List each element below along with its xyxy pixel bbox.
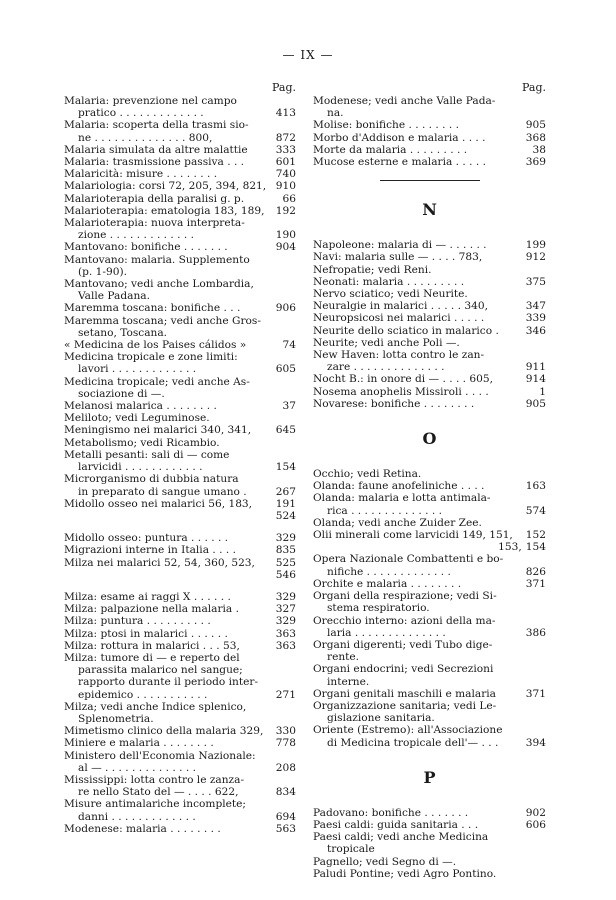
entry-page-number: 394 <box>525 736 546 749</box>
index-entry <box>64 713 296 725</box>
entry-page-number: 902 <box>525 806 546 819</box>
index-entry <box>64 569 296 581</box>
entry-page-number: 645 <box>275 424 296 437</box>
entry-text: Mississippi: lotta contro le zanza- <box>64 773 245 786</box>
entry-page-number: 192 <box>275 204 296 217</box>
entry-text: Malaria: trasmissione passiva . . . <box>64 156 245 169</box>
entry-page-number: 371 <box>525 577 546 590</box>
index-entry <box>313 724 546 736</box>
index-entry <box>313 712 546 724</box>
entry-text: Mantovano: malaria. Supplemento <box>64 253 250 266</box>
entry-text: al — . . . . . . . . . . . . . . <box>78 761 196 774</box>
entry-text: Miniere e malaria . . . . . . . . <box>64 737 214 750</box>
entry-text: (p. 1-90). <box>78 265 127 278</box>
index-entry <box>313 349 546 361</box>
index-entry <box>313 688 546 700</box>
index-entry <box>313 541 546 553</box>
index-entry <box>64 278 296 290</box>
entry-text: Orecchio interno: azioni della ma- <box>313 614 496 627</box>
entry-text: laria . . . . . . . . . . . . . . <box>327 626 446 639</box>
index-entry <box>64 532 296 544</box>
entry-text: Olanda: faune anofeliniche . . . . <box>313 480 485 493</box>
entry-text: Molise: bonifiche . . . . . . . . <box>313 119 459 132</box>
entry-page-number: 912 <box>525 251 546 264</box>
entry-text: Opera Nazionale Combattenti e bo- <box>313 553 504 566</box>
index-entry <box>64 95 296 107</box>
entry-page-number: 330 <box>275 725 296 738</box>
index-entry <box>313 529 546 541</box>
entry-text: Pagnello; vedi Segno di —. <box>313 855 457 868</box>
entry-text: Organizzazione sanitaria; vedi Le- <box>313 699 497 712</box>
entry-text: interne. <box>327 675 370 688</box>
entry-page-number: 778 <box>275 737 296 750</box>
entry-text: Navi: malaria sulle — . . . . 783, <box>313 251 483 264</box>
entry-text: Melanosi malarica . . . . . . . . <box>64 400 217 413</box>
entry-page-number: 371 <box>525 687 546 700</box>
entry-page-number: 911 <box>525 361 546 374</box>
index-entry <box>64 544 296 556</box>
entry-text: Malaria: prevenzione nel campo <box>64 95 237 107</box>
index-entry <box>64 302 296 314</box>
entry-page-number: 154 <box>275 461 296 474</box>
entry-text: Medicina tropicale; vedi anche As- <box>64 375 250 388</box>
index-entry <box>64 510 296 522</box>
index-entry <box>64 144 296 156</box>
entry-text: pratico . . . . . . . . . . . . . <box>78 107 204 120</box>
index-entry <box>64 132 296 144</box>
entry-text: Neuralgie in malarici . . . . . 340, <box>313 300 488 313</box>
entry-page-number: 413 <box>275 107 296 120</box>
entry-text: Milza: ptosi in malarici . . . . . . <box>64 627 228 640</box>
index-entry <box>313 651 546 663</box>
index-entry <box>64 473 296 485</box>
entry-text: Olanda; vedi anche Zuider Zee. <box>313 516 482 529</box>
index-entry <box>64 737 296 749</box>
index-entry <box>313 144 546 156</box>
entry-page-number: 369 <box>525 156 546 169</box>
entry-page-number: 368 <box>525 131 546 144</box>
entry-text: Neuropsicosi nei malarici . . . . . <box>313 312 485 325</box>
entry-text: Morte da malaria . . . . . . . . . <box>313 143 468 156</box>
entry-text: Oriente (Estremo): all'Associazione <box>313 724 503 737</box>
index-entry <box>64 591 296 603</box>
entry-text: parassita malarico nel sangue; <box>78 664 243 677</box>
entry-page-number: 524 <box>275 509 296 522</box>
entry-page-number: 66 <box>282 192 296 205</box>
entry-text: Milza nei malarici 52, 54, 360, 523, <box>64 556 255 569</box>
index-entry <box>64 676 296 688</box>
entry-text: epidemico . . . . . . . . . . . <box>78 688 208 701</box>
index-entry <box>313 819 546 831</box>
entry-text: Metalli pesanti: sali di — come <box>64 448 230 461</box>
index-entry <box>313 737 546 749</box>
entry-text: Orchite e malaria . . . . . . . . <box>313 577 462 590</box>
entry-text: Neurite dello sciatico in malarico . <box>313 324 499 337</box>
index-entry <box>64 193 296 205</box>
index-entry <box>64 603 296 615</box>
index-entry <box>313 276 546 288</box>
entry-text: Malaria simulata da altre malattie <box>64 143 248 156</box>
entry-list <box>313 95 546 168</box>
entry-page-number: 605 <box>275 363 296 376</box>
index-entry <box>64 498 296 510</box>
section-letter-o: O <box>422 429 437 449</box>
index-entry <box>313 553 546 565</box>
entry-page-number: 154 <box>525 541 546 554</box>
entry-page-number: 363 <box>275 627 296 640</box>
entry-text: Nefropatie; vedi Reni. <box>313 263 432 276</box>
index-entry <box>64 254 296 266</box>
entry-page-number: 906 <box>275 302 296 315</box>
index-entry <box>64 424 296 436</box>
entry-text: na. <box>327 107 344 120</box>
entry-text: Padovano: bonifiche . . . . . . . <box>313 806 469 819</box>
section-letter-n: N <box>422 200 437 220</box>
entry-text: gislazione sanitaria. <box>327 712 435 725</box>
entry-text: Microrganismo di dubbia natura <box>64 473 239 486</box>
entry-page-number: 346 <box>525 324 546 337</box>
entry-page-number: 834 <box>275 786 296 799</box>
index-entry <box>64 107 296 119</box>
entry-text: rica . . . . . . . . . . . . . . <box>327 504 442 517</box>
entry-text: Nocht B.: in onore di — . . . . 605, <box>313 373 494 386</box>
entry-page-number: 199 <box>525 239 546 252</box>
entry-text: stema respiratorio. <box>327 602 430 615</box>
entry-text: Valle Padana. <box>78 290 150 303</box>
entry-text: Milza: palpazione nella malaria . <box>64 603 239 616</box>
entry-text: Midollo osseo nei malarici 56, 183, <box>64 497 253 510</box>
index-entry <box>313 807 546 819</box>
entry-text: 153, <box>498 541 522 554</box>
index-entry <box>64 180 296 192</box>
index-entry <box>64 461 296 473</box>
entry-text: Modenese; vedi anche Valle Pada- <box>313 95 496 107</box>
index-entry <box>64 750 296 762</box>
index-entry <box>313 264 546 276</box>
entry-text: in preparato di sangue umano . <box>78 485 247 498</box>
index-entry <box>64 400 296 412</box>
entry-text: Morbo d'Addison e malaria . . . . <box>313 131 486 144</box>
entry-text: di Medicina tropicale dell'— . . . <box>327 736 499 749</box>
index-entry <box>313 239 546 251</box>
entry-text: Migrazioni interne in Italia . . . . <box>64 544 236 557</box>
entry-text: re nello Stato del — . . . . 622, <box>78 786 239 799</box>
index-entry <box>313 639 546 651</box>
pag-header: Pag. <box>521 81 546 94</box>
entry-page-number: 835 <box>275 544 296 557</box>
index-entry <box>64 241 296 253</box>
entry-text: Nervo sciatico; vedi Neurite. <box>313 288 468 301</box>
index-entry <box>313 119 546 131</box>
entry-page-number: 914 <box>525 373 546 386</box>
entry-page-number: 208 <box>275 761 296 774</box>
entry-text: Malarioterapia: ematologia 183, 189, <box>64 204 265 217</box>
entry-text: Modenese: malaria . . . . . . . . <box>64 822 221 835</box>
entry-text: « Medicina de los Paises cálidos » <box>64 339 247 352</box>
entry-text: tropicale <box>327 843 375 856</box>
entry-page-number: 74 <box>282 339 296 352</box>
entry-text: Malaricità: misure . . . . . . . . <box>64 168 218 181</box>
index-entry <box>64 376 296 388</box>
entry-list <box>313 807 546 880</box>
index-entry <box>313 480 546 492</box>
index-entry <box>64 449 296 461</box>
index-entry <box>64 363 296 375</box>
index-entry <box>64 628 296 640</box>
entry-page-number: 329 <box>275 590 296 603</box>
entry-text: Medicina tropicale e zone limiti: <box>64 351 238 364</box>
entry-page-number: 740 <box>275 168 296 181</box>
entry-page-number: 546 <box>275 568 296 581</box>
entry-page-number: 339 <box>525 312 546 325</box>
entry-text: Organi della respirazione; vedi Si- <box>313 590 497 603</box>
index-entry <box>313 373 546 385</box>
entry-text: nifiche . . . . . . . . . . . . . <box>327 565 451 578</box>
entry-text: Olii minerali come larvicidi 149, 151, <box>313 529 513 542</box>
entry-page-number: 905 <box>525 119 546 132</box>
entry-text: Midollo osseo: puntura . . . . . . <box>64 532 229 545</box>
index-entry <box>313 676 546 688</box>
index-entry <box>64 229 296 241</box>
index-entry <box>64 701 296 713</box>
index-entry <box>313 325 546 337</box>
entry-text: danni . . . . . . . . . . . . . <box>78 810 196 823</box>
entry-text: Novarese: bonifiche . . . . . . . . <box>313 397 475 410</box>
index-entry <box>64 339 296 351</box>
entry-text: Meliloto; vedi Leguminose. <box>64 412 210 425</box>
index-entry <box>64 725 296 737</box>
index-entry <box>313 517 546 529</box>
entry-text: setano, Toscana. <box>78 326 168 339</box>
entry-page-number: 574 <box>525 504 546 517</box>
pag-header: Pag. <box>271 81 296 94</box>
entry-page-number: 375 <box>525 275 546 288</box>
entry-text: Malarioterapia: nuova interpreta- <box>64 217 245 230</box>
index-entry <box>64 119 296 131</box>
index-entry <box>64 327 296 339</box>
entry-page-number: 327 <box>275 603 296 616</box>
entry-page-number: 37 <box>282 400 296 413</box>
entry-text: Paludi Pontine; vedi Agro Pontino. <box>313 867 497 880</box>
entry-text: ne . . . . . . . . . . . . . . 800, <box>78 131 213 144</box>
entry-text: Ministero dell'Economia Nazionale: <box>64 749 256 762</box>
index-entry <box>313 156 546 168</box>
entry-page-number: 694 <box>275 810 296 823</box>
entry-text: Milza; vedi anche Indice splenico, <box>64 700 247 713</box>
index-entry <box>313 312 546 324</box>
page-number: — IX — <box>282 48 334 62</box>
index-entry <box>313 566 546 578</box>
entry-page-number: 329 <box>275 615 296 628</box>
entry-page-number: 606 <box>525 818 546 831</box>
index-entry <box>313 95 546 107</box>
index-entry <box>313 398 546 410</box>
entry-page-number: 563 <box>275 822 296 835</box>
index-entry <box>64 412 296 424</box>
index-entry <box>64 388 296 400</box>
entry-text: Mantovano; vedi anche Lombardia, <box>64 278 254 291</box>
entry-text: New Haven: lotta contro le zan- <box>313 349 485 362</box>
entry-page-number: 152 <box>525 529 546 542</box>
index-entry <box>64 823 296 835</box>
entry-text: Neurite; vedi anche Poli —. <box>313 336 460 349</box>
index-entry <box>64 266 296 278</box>
entry-text: Occhio; vedi Retina. <box>313 468 422 481</box>
entry-text: Napoleone: malaria di — . . . . . . <box>313 239 487 252</box>
index-entry <box>64 640 296 652</box>
entry-page-number: 267 <box>275 485 296 498</box>
entry-page-number: 271 <box>275 688 296 701</box>
index-entry <box>313 856 546 868</box>
index-entry <box>64 762 296 774</box>
entry-page-number: 38 <box>532 143 546 156</box>
entry-text: Milza: esame ai raggi X . . . . . . <box>64 590 231 603</box>
index-entry <box>313 468 546 480</box>
index-entry <box>64 486 296 498</box>
entry-text: Mimetismo clinico della malaria 329, <box>64 725 264 738</box>
index-entry <box>64 437 296 449</box>
index-entry <box>313 868 546 880</box>
entry-page-number: 333 <box>275 143 296 156</box>
section-divider <box>380 180 480 181</box>
index-entry <box>313 627 546 639</box>
entry-text: Nosema anophelis Missiroli . . . . <box>313 385 489 398</box>
index-entry <box>313 386 546 398</box>
index-entry <box>313 663 546 675</box>
index-entry <box>64 168 296 180</box>
index-column-right <box>313 80 546 880</box>
index-entry <box>313 590 546 602</box>
entry-text: Milza: tumore di — e reperto del <box>64 651 240 664</box>
index-entry <box>64 798 296 810</box>
entry-page-number: 163 <box>525 480 546 493</box>
entry-page-number: 363 <box>275 639 296 652</box>
index-entry <box>64 689 296 701</box>
index-entry <box>313 831 546 843</box>
index-entry <box>313 251 546 263</box>
index-entry <box>313 505 546 517</box>
index-entry <box>313 132 546 144</box>
index-entry <box>313 578 546 590</box>
entry-page-number: 905 <box>525 397 546 410</box>
entry-page-number: 329 <box>275 532 296 545</box>
entry-text: Metabolismo; vedi Ricambio. <box>64 436 220 449</box>
index-entry <box>64 774 296 786</box>
entry-list <box>313 239 546 410</box>
entry-text: Misure antimalariche incomplete; <box>64 798 246 811</box>
entry-text: Organi endocrini; vedi Secrezioni <box>313 663 494 676</box>
entry-text: Mantovano: bonifiche . . . . . . . <box>64 241 228 254</box>
entry-text: rente. <box>327 651 360 664</box>
entry-text: Malaria: scoperta della trasmi sio- <box>64 119 249 132</box>
entry-text: Malariologia: corsi 72, 205, 394, 821, <box>64 180 267 193</box>
entry-page-number: 525 <box>275 556 296 569</box>
index-entry <box>64 557 296 569</box>
index-entry <box>313 615 546 627</box>
entry-text: Malarioterapia della paralisi g. p. <box>64 192 245 205</box>
index-entry <box>64 811 296 823</box>
entry-text: zione . . . . . . . . . . . . . <box>78 229 194 242</box>
index-entry <box>313 602 546 614</box>
entry-page-number: 1 <box>539 385 546 398</box>
section-letter-p: P <box>423 767 436 787</box>
index-entry <box>64 290 296 302</box>
index-column-left <box>64 80 296 835</box>
index-entry <box>313 300 546 312</box>
index-entry <box>313 361 546 373</box>
entry-text: Maremma toscana: bonifiche . . . <box>64 302 241 315</box>
index-entry <box>64 652 296 664</box>
entry-text: Paesi caldi; vedi anche Medicina <box>313 831 489 844</box>
entry-page-number: 190 <box>275 229 296 242</box>
entry-text: Milza: rottura in malarici . . . 53, <box>64 639 240 652</box>
entry-text: Splenometria. <box>78 712 154 725</box>
entry-text: lavori . . . . . . . . . . . . . <box>78 363 197 376</box>
entry-text: Olanda: malaria e lotta antimala- <box>313 492 491 505</box>
index-entry <box>313 107 546 119</box>
entry-text: Meningismo nei malarici 340, 341, <box>64 424 252 437</box>
entry-text: zare . . . . . . . . . . . . . . <box>327 361 445 374</box>
index-entry <box>64 786 296 798</box>
index-entry <box>64 217 296 229</box>
entry-list <box>313 468 546 749</box>
entry-page-number: 826 <box>525 565 546 578</box>
index-entry <box>313 288 546 300</box>
index-entry <box>64 664 296 676</box>
entry-text: Milza: puntura . . . . . . . . . . <box>64 615 211 628</box>
index-entry <box>64 615 296 627</box>
index-entry <box>313 700 546 712</box>
entry-text: Mucose esterne e malaria . . . . . <box>313 156 486 169</box>
entry-page-number: 601 <box>275 156 296 169</box>
entry-text: Paesi caldi: guida sanitaria . . . <box>313 818 479 831</box>
entry-text: larvicidi . . . . . . . . . . . . <box>78 461 203 474</box>
entry-text: Maremma toscana; vedi anche Gros- <box>64 314 261 327</box>
entry-page-number: 347 <box>525 300 546 313</box>
entry-text: Organi genitali maschili e malaria <box>313 687 496 700</box>
index-entry <box>64 315 296 327</box>
index-entry <box>313 843 546 855</box>
entry-list <box>64 95 296 835</box>
index-entry <box>313 492 546 504</box>
entry-page-number: 872 <box>275 131 296 144</box>
entry-text: sociazione di —. <box>78 387 165 400</box>
index-entry <box>64 205 296 217</box>
entry-text: Organi digerenti; vedi Tubo dige- <box>313 638 493 651</box>
entry-page-number: 191 <box>275 497 296 510</box>
entry-page-number: 904 <box>275 241 296 254</box>
index-entry <box>313 337 546 349</box>
index-entry <box>64 351 296 363</box>
entry-page-number: 910 <box>275 180 296 193</box>
entry-text: rapporto durante il periodo inter- <box>78 676 259 689</box>
entry-text: Neonati: malaria . . . . . . . . . <box>313 275 465 288</box>
index-entry <box>64 156 296 168</box>
entry-page-number: 386 <box>525 626 546 639</box>
